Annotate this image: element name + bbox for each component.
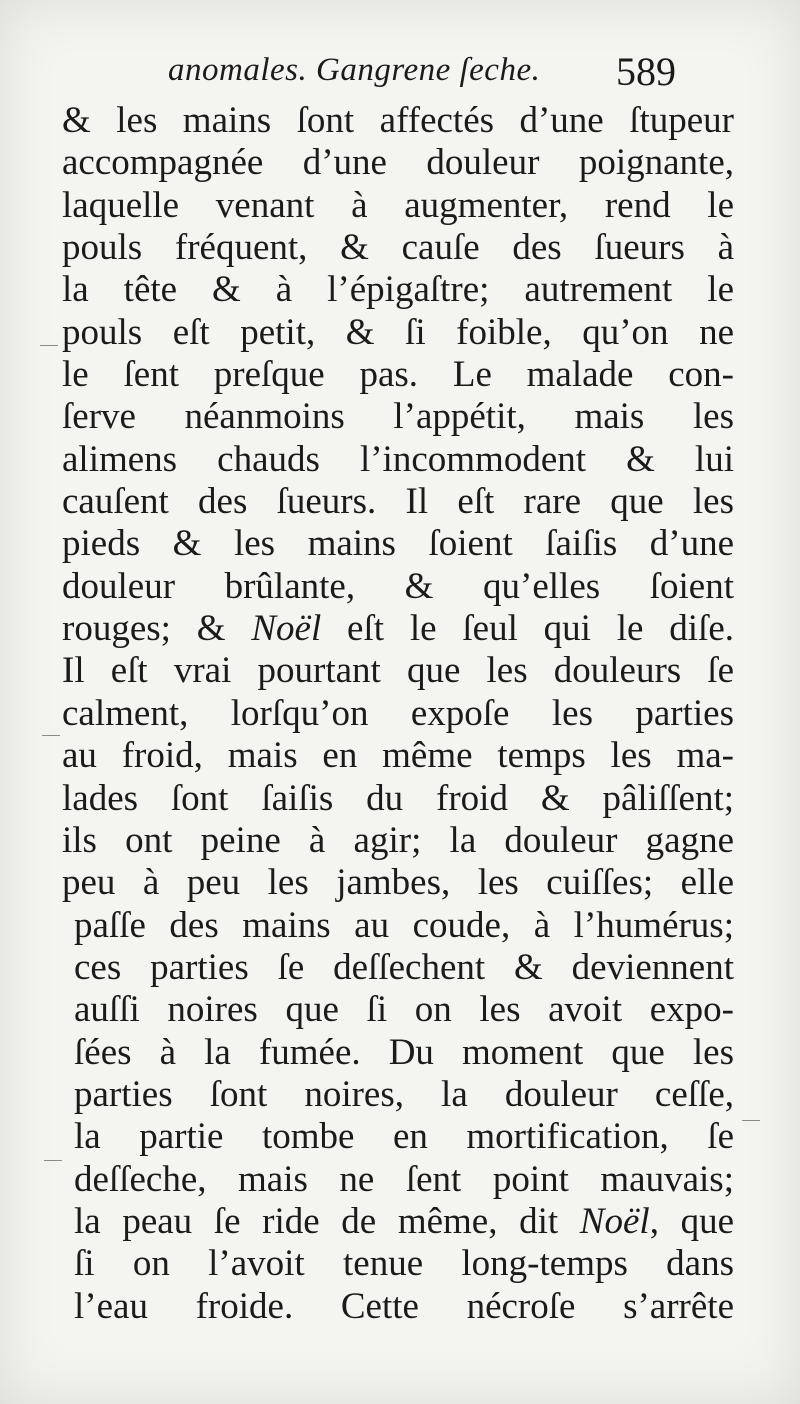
- text-line: ces parties ſe deſſechent & deviennent: [74, 946, 734, 988]
- author-name: Noël: [579, 1200, 650, 1242]
- text-line: pieds & les mains ſoient ſaiſis d’une: [62, 523, 734, 565]
- running-title: anomales. Gangrene ſeche.: [168, 52, 541, 88]
- text-line: la tête & à l’épigaſtre; autrement le: [62, 269, 734, 311]
- text-line: ils ont peine à agir; la douleur gagne: [62, 819, 734, 861]
- text-line: rouges; & Noël eſt le ſeul qui le diſe.: [62, 608, 734, 650]
- text-line: le ſent preſque pas. Le malade con-: [62, 354, 734, 396]
- text-line: paſſe des mains au coude, à l’humérus;: [74, 904, 734, 946]
- text-line: deſſeche, mais ne ſent point mauvais;: [74, 1158, 734, 1200]
- text-line: calment, lorſqu’on expoſe les parties: [62, 692, 734, 734]
- text-line: ſerve néanmoins l’appétit, mais les: [62, 396, 734, 438]
- text-line: douleur brûlante, & qu’elles ſoient: [62, 565, 734, 607]
- text-line: la partie tombe en mortification, ſe: [74, 1116, 734, 1158]
- text-line: ſées à la fumée. Du moment que les: [74, 1031, 734, 1073]
- text-line: accompagnée d’une douleur poignante,: [62, 142, 734, 184]
- text-line: laquelle venant à augmenter, rend le: [62, 184, 734, 226]
- author-name: Noël: [251, 608, 322, 650]
- text-line: & les mains ſont affectés d’une ſtupeur: [62, 100, 734, 141]
- text-line: Il eſt vrai pourtant que les douleurs ſe: [62, 650, 734, 692]
- text-line: parties ſont noires, la douleur ceſſe,: [74, 1073, 734, 1115]
- margin-mark: [42, 735, 60, 736]
- body-text: [62, 100, 734, 1328]
- text-line: au froid, mais en même temps les ma-: [62, 735, 734, 777]
- text-line: alimens chauds l’incommodent & lui: [62, 438, 734, 480]
- margin-mark: [44, 1160, 62, 1161]
- margin-mark: [40, 345, 58, 346]
- text-line: la peau ſe ride de même, dit Noël, que: [74, 1200, 734, 1242]
- text-line: auſſi noires que ſi on les avoit expo-: [74, 989, 734, 1031]
- page-number: 589: [616, 49, 676, 94]
- text-line: pouls eſt petit, & ſi foible, qu’on ne: [62, 311, 734, 353]
- text-line: pouls fréquent, & cauſe des ſueurs à: [62, 227, 734, 269]
- text-line: peu à peu les jambes, les cuiſſes; elle: [62, 862, 734, 904]
- text-line: cauſent des ſueurs. Il eſt rare que les: [62, 481, 734, 523]
- margin-mark: [742, 1120, 760, 1121]
- text-line: l’eau froide. Cette nécroſe s’arrête: [74, 1285, 734, 1327]
- text-line: ſi on l’avoit tenue long-temps dans: [74, 1243, 734, 1285]
- text-line: lades ſont ſaiſis du froid & pâliſſent;: [62, 777, 734, 819]
